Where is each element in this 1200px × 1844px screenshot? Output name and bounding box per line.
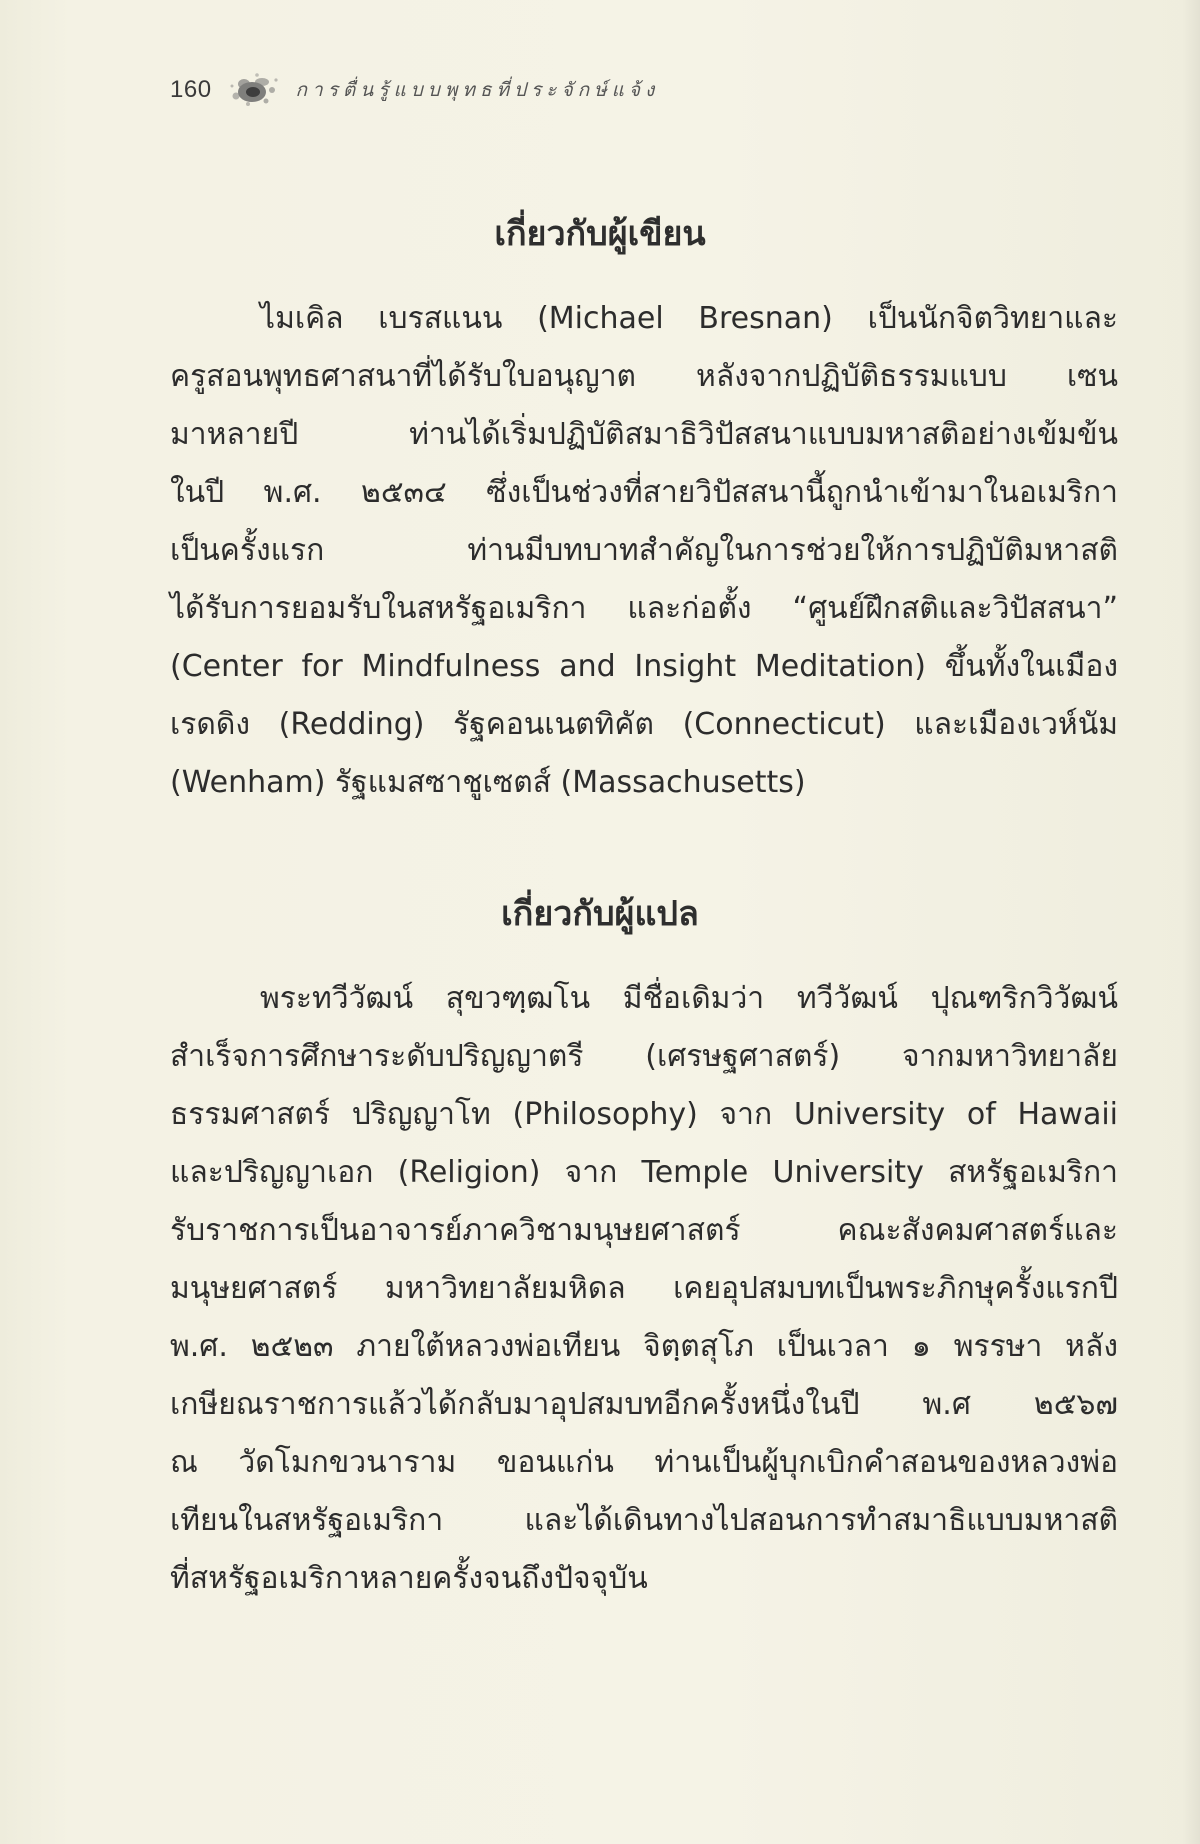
translator-bio-line: และปริญญาเอก (Religion) จาก Temple University สหรัฐอเมริกา	[170, 1155, 1118, 1190]
translator-bio-line: เทียนในสหรัฐอเมริกา และได้เดินทางไปสอนการทำสมาธิแบบมหาสติ	[170, 1503, 1118, 1538]
author-biography	[170, 290, 1118, 812]
author-bio-line: เป็นครั้งแรก ท่านมีบทบาทสำคัญในการช่วยให้การปฏิบัติมหาสติ	[170, 533, 1118, 568]
author-bio-line: ไมเคิล เบรสแนน (Michael Bresnan) เป็นนักจิตวิทยาและ	[260, 301, 1118, 336]
translator-bio-line: ธรรมศาสตร์ ปริญญาโท (Philosophy) จาก University of Hawaii	[170, 1097, 1118, 1132]
author-bio-line: ได้รับการยอมรับในสหรัฐอเมริกา และก่อตั้ง “ศูนย์ฝึกสติและวิปัสสนา”	[170, 591, 1118, 626]
running-title: การตื่นรู้แบบพุทธที่ประจักษ์แจ้ง	[295, 79, 660, 101]
author-bio-line: ครูสอนพุทธศาสนาที่ได้รับใบอนุญาต หลังจากปฏิบัติธรรมแบบ เซน	[170, 359, 1118, 394]
author-bio-line: มาหลายปี ท่านได้เริ่มปฏิบัติสมาธิวิปัสสนาแบบมหาสติอย่างเข้มข้น	[170, 417, 1118, 452]
author-bio-line: เรดดิง (Redding) รัฐคอนเนตทิคัต (Connecticut) และเมืองเวห์นัม	[170, 707, 1118, 742]
translator-bio-line: ณ วัดโมกขวนาราม ขอนแก่น ท่านเป็นผู้บุกเบิกคำสอนของหลวงพ่อ	[170, 1445, 1118, 1480]
page-edge-shadow	[1182, 0, 1200, 1844]
translator-bio-line: รับราชการเป็นอาจารย์ภาควิชามนุษยศาสตร์ คณะสังคมศาสตร์และ	[170, 1213, 1118, 1248]
translator-bio-line: สำเร็จการศึกษาระดับปริญญาตรี (เศรษฐศาสตร์) จากมหาวิทยาลัย	[170, 1039, 1118, 1074]
translator-bio-line: ที่สหรัฐอเมริกาหลายครั้งจนถึงปัจจุบัน	[170, 1561, 648, 1596]
page-number: 160	[170, 76, 212, 103]
section-title-about-author: เกี่ยวกับผู้เขียน	[494, 214, 706, 254]
running-head	[170, 70, 659, 110]
translator-biography	[170, 970, 1118, 1608]
author-bio-line: ในปี พ.ศ. ๒๕๓๔ ซึ่งเป็นช่วงที่สายวิปัสสนานี้ถูกนำเข้ามาในอเมริกา	[170, 475, 1118, 510]
translator-bio-line: พระทวีวัฒน์ สุขวฑฺฒโน มีชื่อเดิมว่า ทวีวัฒน์ ปุณฑริกวิวัฒน์	[260, 981, 1118, 1016]
translator-bio-line: มนุษยศาสตร์ มหาวิทยาลัยมหิดล เคยอุปสมบทเป็นพระภิกษุครั้งแรกปี	[170, 1271, 1118, 1306]
translator-bio-line: เกษียณราชการแล้วได้กลับมาอุปสมบทอีกครั้งหนึ่งในปี พ.ศ ๒๕๖๗	[170, 1387, 1118, 1422]
author-bio-line: (Wenham) รัฐแมสซาชูเซตส์ (Massachusetts)	[170, 765, 806, 800]
author-bio-line: (Center for Mindfulness and Insight Meditation) ขึ้นทั้งในเมือง	[170, 649, 1118, 684]
section-title-about-translator: เกี่ยวกับผู้แปล	[501, 894, 699, 934]
ink-splash-ornament-icon	[226, 70, 282, 110]
translator-bio-line: พ.ศ. ๒๕๒๓ ภายใต้หลวงพ่อเทียน จิตฺตสุโภ เป็นเวลา ๑ พรรษา หลัง	[170, 1329, 1118, 1364]
